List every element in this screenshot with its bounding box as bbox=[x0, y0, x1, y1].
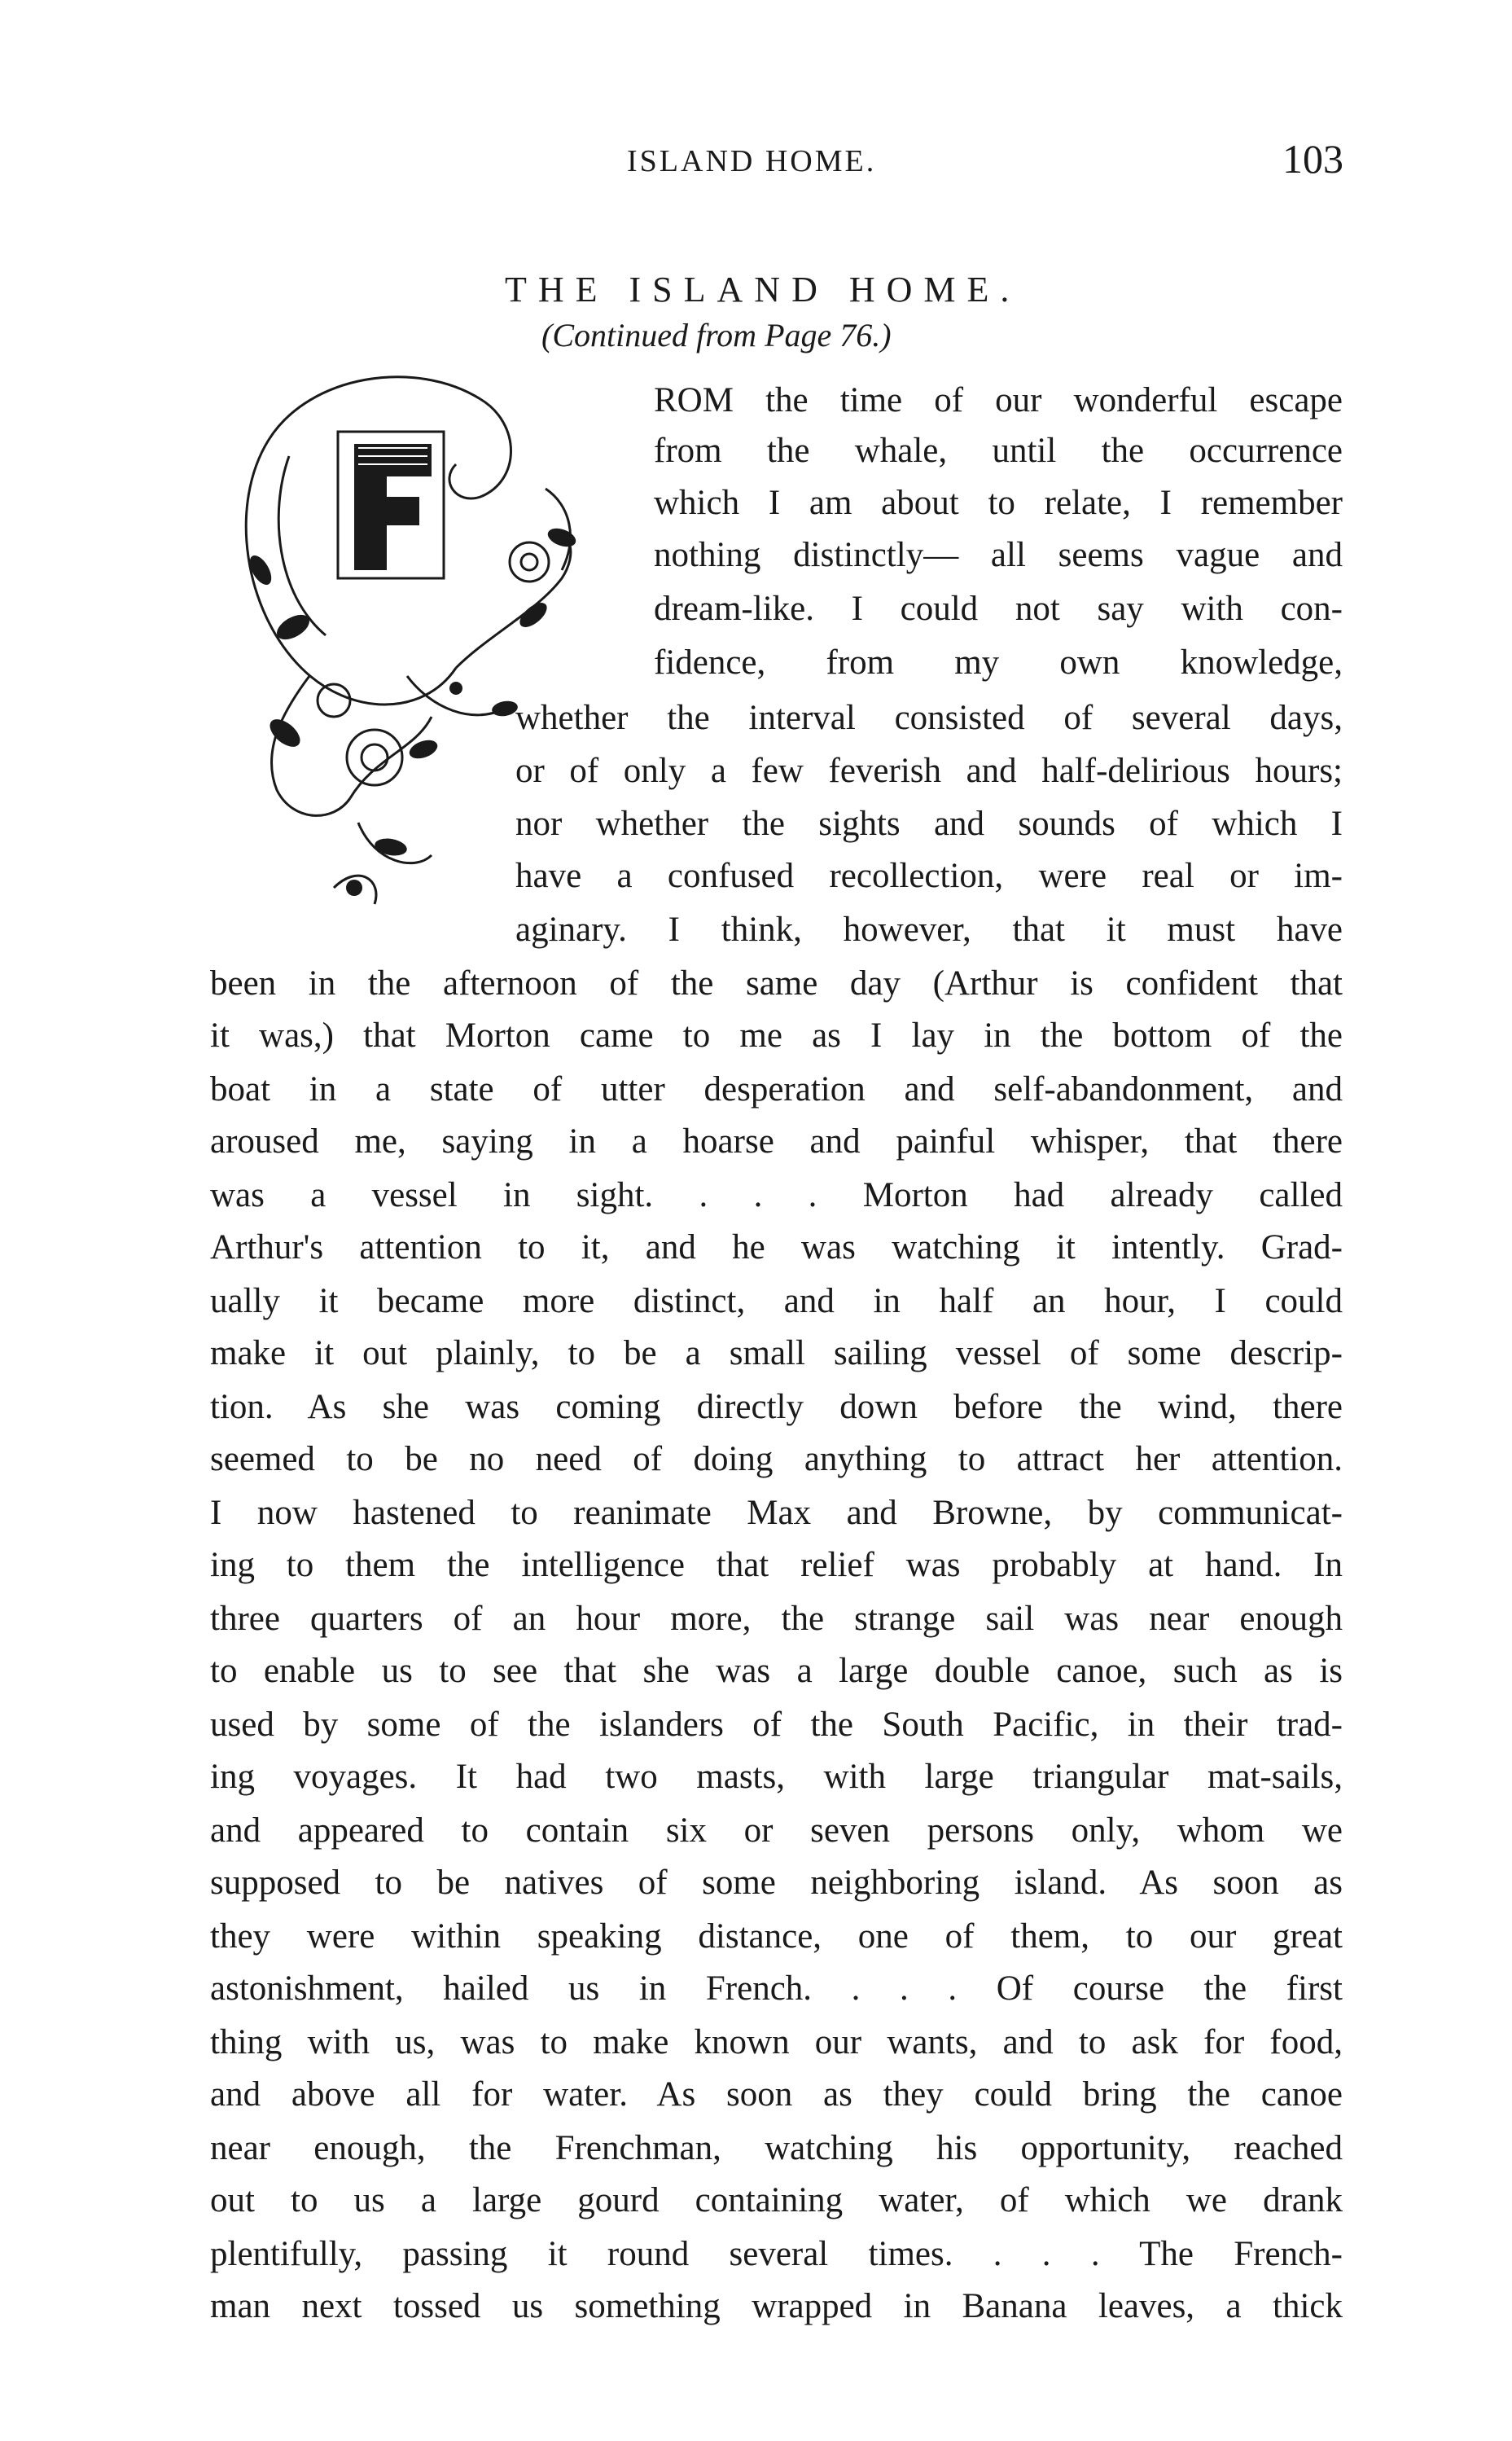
body-text-line: used by some of the islanders of the South Pacific, in their trad- bbox=[210, 1706, 1343, 1744]
body-text-line: or of only a few feverish and half-delirious hours; bbox=[515, 752, 1343, 790]
body-text-line: they were within speaking distance, one of them, to our great bbox=[210, 1917, 1343, 1956]
body-text-line: which I am about to relate, I remember bbox=[654, 484, 1343, 522]
page-number: 103 bbox=[1282, 136, 1343, 182]
body-text-line: make it out plainly, to be a small sailing vessel of some descrip- bbox=[210, 1334, 1343, 1372]
running-head: ISLAND HOME. bbox=[627, 144, 877, 178]
body-text-line: I now hastened to reanimate Max and Browne, by communicat- bbox=[210, 1494, 1343, 1532]
body-text-line: thing with us, was to make known our wants, and to ask for food, bbox=[210, 2023, 1343, 2061]
body-text-line: man next tossed us something wrapped in Banana leaves, a thick bbox=[210, 2287, 1343, 2325]
body-text-line: to enable us to see that she was a large double canoe, such as is bbox=[210, 1652, 1343, 1690]
body-text-line: ually it became more distinct, and in half an hour, I could bbox=[210, 1282, 1343, 1320]
body-text-line: it was,) that Morton came to me as I lay in the bottom of the bbox=[210, 1016, 1343, 1055]
body-text-line: and above all for water. As soon as they could bring the canoe bbox=[210, 2075, 1343, 2114]
body-text-line: plentifully, passing it round several times. . . . The French- bbox=[210, 2235, 1343, 2273]
body-text-line: ing to them the intelligence that relief was probably at hand. In bbox=[210, 1546, 1343, 1584]
body-text-line: dream-like. I could not say with con- bbox=[654, 590, 1343, 628]
body-text-line: Arthur's attention to it, and he was watching it intently. Grad- bbox=[210, 1228, 1343, 1267]
body-text-line: have a confused recollection, were real or im- bbox=[515, 857, 1343, 895]
body-text-line: near enough, the Frenchman, watching his opportunity, reached bbox=[210, 2129, 1343, 2167]
article-subtitle: (Continued from Page 76.) bbox=[541, 317, 892, 353]
body-text-line: ing voyages. It had two masts, with large triangular mat-sails, bbox=[210, 1758, 1343, 1796]
body-text-line: nothing distinctly— all seems vague and bbox=[654, 536, 1343, 574]
body-text-line: out to us a large gourd containing water, of which we drank bbox=[210, 2181, 1343, 2219]
body-text-line: astonishment, hailed us in French. . . . Of course the first bbox=[210, 1969, 1343, 2008]
body-text-line: whether the interval consisted of several days, bbox=[515, 699, 1343, 737]
body-text-line: ROM the time of our wonderful escape bbox=[654, 381, 1343, 419]
ornamental-initial-illustration bbox=[212, 367, 643, 937]
body-text-line: supposed to be natives of some neighboring island. As soon as bbox=[210, 1864, 1343, 1902]
body-text-line: tion. As she was coming directly down before the wind, there bbox=[210, 1388, 1343, 1426]
body-text-line: fidence, from my own knowledge, bbox=[654, 643, 1343, 682]
body-text-line: aginary. I think, however, that it must have bbox=[515, 911, 1343, 949]
body-text-line: and appeared to contain six or seven persons only, whom we bbox=[210, 1811, 1343, 1850]
body-text-line: seemed to be no need of doing anything to attract her attention. bbox=[210, 1440, 1343, 1478]
body-text-line: nor whether the sights and sounds of which I bbox=[515, 805, 1343, 843]
body-text-line: aroused me, saying in a hoarse and painful whisper, that there bbox=[210, 1122, 1343, 1161]
article-title: THE ISLAND HOME. bbox=[505, 270, 1021, 310]
body-text-line: was a vessel in sight. . . . Morton had already called bbox=[210, 1176, 1343, 1214]
body-text-line: three quarters of an hour more, the strange sail was near enough bbox=[210, 1600, 1343, 1638]
body-text-line: from the whale, until the occurrence bbox=[654, 432, 1343, 470]
body-text-line: boat in a state of utter desperation and self-abandonment, and bbox=[210, 1070, 1343, 1109]
body-text-line: been in the afternoon of the same day (Arthur is confident that bbox=[210, 964, 1343, 1003]
